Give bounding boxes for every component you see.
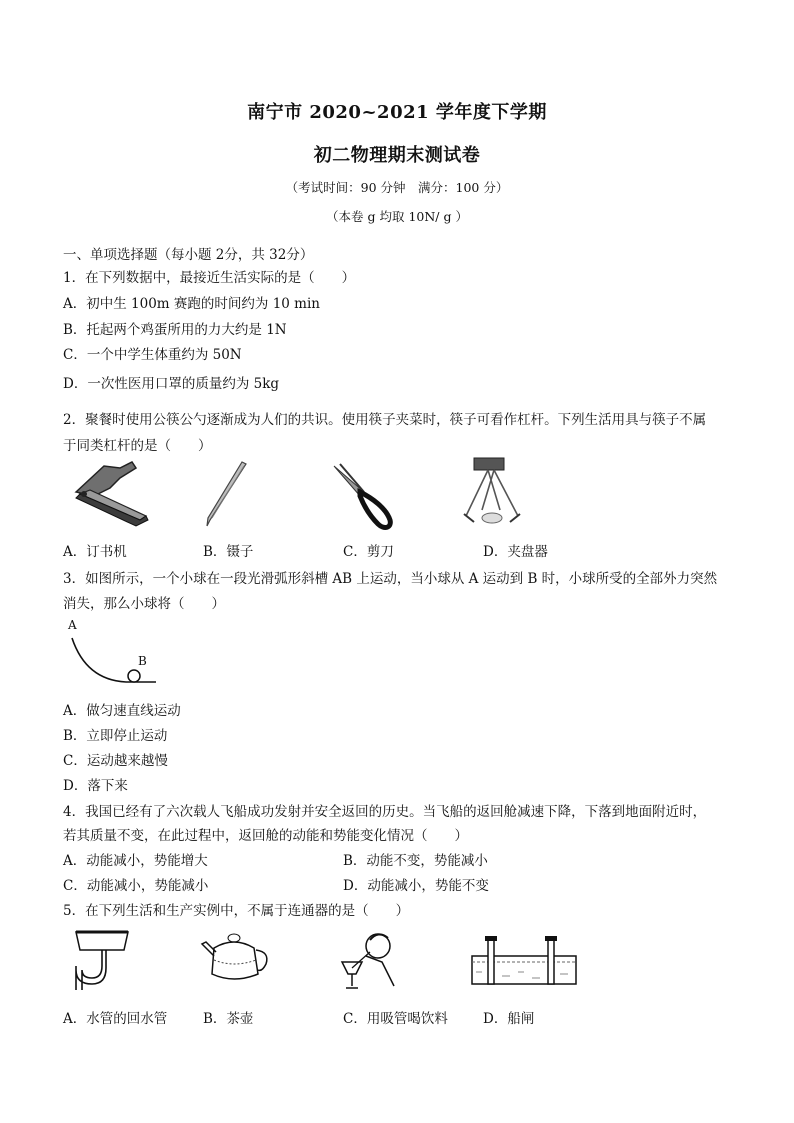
plate-clamp-image xyxy=(460,456,526,530)
q2-option-a[interactable]: A．订书机 xyxy=(63,544,127,560)
q5-option-a[interactable]: A．水管的回水管 xyxy=(63,1011,168,1027)
q1-option-c[interactable]: C．一个中学生体重约为 50N xyxy=(63,347,242,363)
q4-stem-line1: 4．我国已经有了六次载人飞船成功发射并安全返回的历史。当飞船的返回舱减速下降，下落到地面附近时， xyxy=(63,804,707,820)
sink-trap-image xyxy=(72,926,132,992)
q5-option-d[interactable]: D．船闸 xyxy=(483,1011,535,1027)
q1-option-d[interactable]: D．一次性医用口罩的质量约为 5kg xyxy=(63,376,280,392)
page-title: 南宁市 2020~2021 学年度下学期 xyxy=(247,102,547,123)
q2-option-d[interactable]: D．夹盘器 xyxy=(483,544,548,560)
page-subtitle: 初二物理期末测试卷 xyxy=(313,145,481,166)
q2-stem-line2: 于同类杠杆的是（ ） xyxy=(63,438,212,454)
point-b-label: B xyxy=(138,654,147,668)
q4-option-d[interactable]: D．动能减小，势能不变 xyxy=(343,878,489,894)
tweezers-image xyxy=(202,460,250,530)
q1-option-b[interactable]: B．托起两个鸡蛋所用的力大约是 1N xyxy=(63,322,287,338)
q3-option-c[interactable]: C．运动越来越慢 xyxy=(63,753,168,769)
stapler-image xyxy=(70,458,152,532)
q3-stem-line2: 消失，那么小球将（ ） xyxy=(63,596,225,612)
q2-option-b[interactable]: B．镊子 xyxy=(203,544,254,560)
q2-option-c[interactable]: C．剪刀 xyxy=(343,544,394,560)
q4-option-a[interactable]: A．动能减小，势能增大 xyxy=(63,853,208,869)
ship-lock-image xyxy=(468,932,580,992)
drinking-straw-image xyxy=(334,926,398,992)
q1-stem: 1．在下列数据中，最接近生活实际的是（ ） xyxy=(63,270,356,286)
q3-option-d[interactable]: D．落下来 xyxy=(63,778,128,794)
arc-track-diagram xyxy=(64,618,160,688)
q2-stem-line1: 2．聚餐时使用公筷公勺逐渐成为人们的共识。使用筷子夹菜时，筷子可看作杠杆。下列生活用具与筷子不属 xyxy=(63,412,707,428)
q4-option-c[interactable]: C．动能减小，势能减小 xyxy=(63,878,209,894)
scissors-image xyxy=(330,462,396,532)
q3-option-b[interactable]: B．立即停止运动 xyxy=(63,728,168,744)
q4-stem-line2: 若其质量不变，在此过程中，返回舱的动能和势能变化情况（ ） xyxy=(63,828,468,844)
q3-stem-line1: 3．如图所示，一个小球在一段光滑弧形斜槽 AB 上运动，当小球从 A 运动到 B 时，小球所受的全部外力突然 xyxy=(63,571,718,587)
q5-option-b[interactable]: B．茶壶 xyxy=(203,1011,254,1027)
section-heading: 一、单项选择题（每小题 2分，共 32分） xyxy=(63,247,314,263)
q4-option-b[interactable]: B．动能不变，势能减小 xyxy=(343,853,488,869)
q3-option-a[interactable]: A．做匀速直线运动 xyxy=(63,703,181,719)
teapot-image xyxy=(200,930,272,986)
q1-option-a[interactable]: A．初中生 100m 赛跑的时间约为 10 min xyxy=(63,296,320,312)
constant-note: （本卷 g 均取 10N/ g ） xyxy=(326,209,468,224)
q5-option-c[interactable]: C．用吸管喝饮料 xyxy=(343,1011,448,1027)
point-a-label: A xyxy=(68,618,77,632)
exam-info: （考试时间：90 分钟 满分：100 分） xyxy=(285,180,509,195)
q5-stem: 5．在下列生活和生产实例中，不属于连通器的是（ ） xyxy=(63,903,410,919)
